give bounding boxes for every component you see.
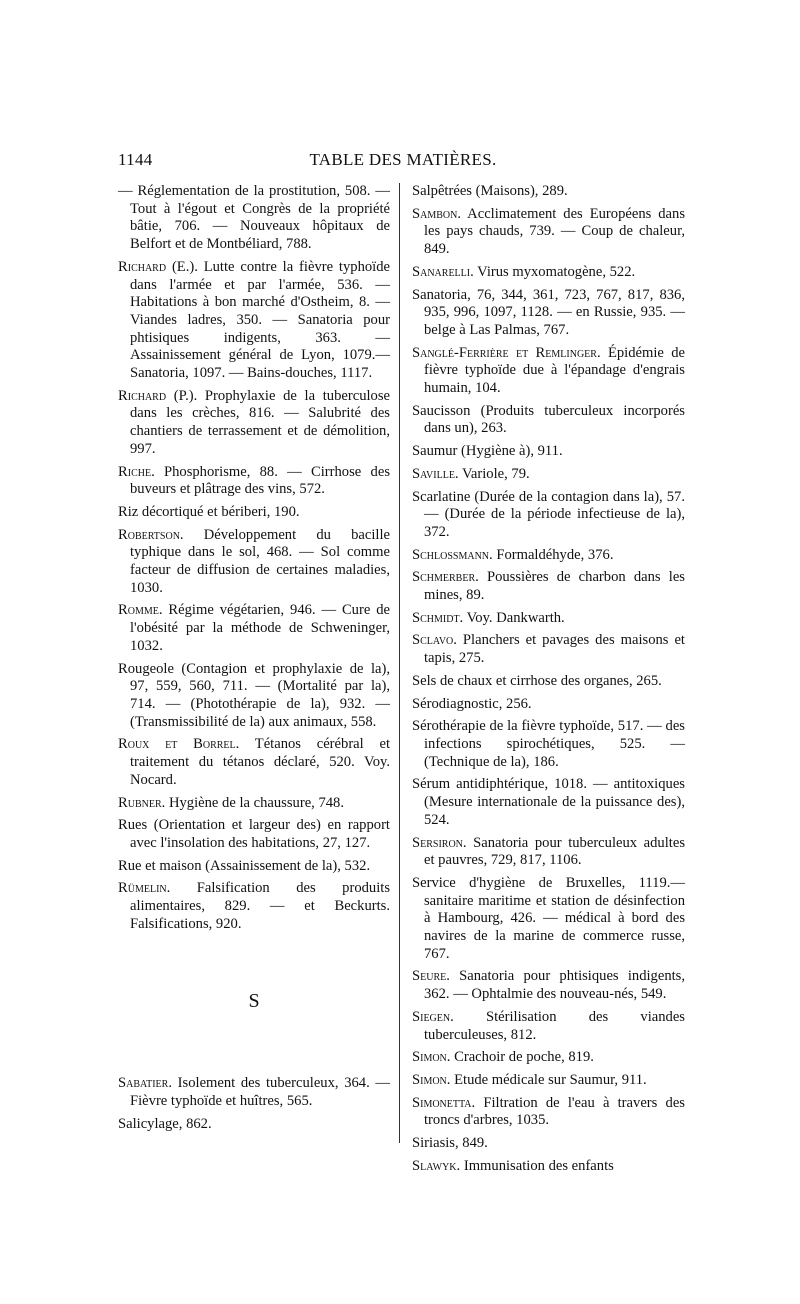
entry-text: Immunisation des enfants (463, 1157, 614, 1174)
entry-text: Phosphorisme, 88. — Cirrhose des buveurs et plâtrage des vins, 572. (130, 463, 390, 498)
entry-text: Saumur (Hygiène à), 911. (412, 443, 563, 460)
entry-text: Hygiène de la chaussure, 748. (168, 794, 345, 811)
author-name: Slawyk. (412, 1157, 461, 1174)
index-entry (412, 1158, 685, 1176)
entry-text: Variole, 79. (461, 465, 530, 482)
index-entry (118, 259, 390, 383)
index-entry (118, 527, 390, 598)
entry-text: Sérum antidiphtérique, 1018. — antitoxiques (Mesure internationale de la puissance des), 524. (412, 776, 685, 828)
entry-text: Sanatoria pour tuberculeux adultes et pauvres, 729, 817, 1106. (424, 834, 685, 869)
author-name: Rümelin. (118, 880, 171, 897)
entry-text: Crachoir de poche, 819. (454, 1049, 594, 1066)
author-name: Schmerber. (412, 569, 479, 586)
entry-text: Riz décortiqué et bériberi, 190. (118, 503, 300, 520)
entry-text: Sanatoria pour phtisiques indigents, 362. — Ophtalmie des nouveau-nés, 549. (424, 968, 685, 1003)
author-name: Schmidt. (412, 609, 464, 626)
author-name: Richard (118, 387, 167, 404)
index-entry (412, 569, 685, 604)
index-entry (412, 264, 685, 282)
entry-text: Rougeole (Contagion et prophylaxie de la), 97, 559, 560, 711. — (Mortalité par la), 714. — (Photothérapie de la), 932. — (Transmissibilité de la) aux animaux, 558. (118, 660, 390, 730)
author-name: Siegen. (412, 1008, 454, 1025)
left-column (118, 183, 390, 1138)
entry-text: Etude médicale sur Saumur, 911. (454, 1071, 647, 1088)
index-entry (412, 632, 685, 667)
author-name: Simon. (412, 1049, 451, 1066)
index-entry (412, 835, 685, 870)
author-name: Robertson. (118, 526, 184, 543)
index-entry (412, 1049, 685, 1067)
index-entry (118, 880, 390, 933)
index-entry (412, 1095, 685, 1130)
author-name: Sclavo. (412, 632, 457, 649)
entry-text: Acclimatement des Européens dans les pays chauds, 739. — Coup de chaleur, 849. (424, 205, 686, 258)
index-entry (412, 547, 685, 565)
page-header (118, 150, 688, 174)
entry-text: Falsification des produits alimentaires, 829. — et Beckurts. Falsifications, 920. (130, 880, 390, 932)
left-entries-s (118, 1075, 390, 1133)
index-entry (412, 968, 685, 1003)
entry-text: Sanatoria, 76, 344, 361, 723, 767, 817, 836, 935, 996, 1097, 1128. — en Russie, 935. — belge à Las Palmas, 767. (412, 286, 685, 338)
entry-text: Sels de chaux et cirrhose des organes, 265. (412, 672, 662, 689)
entry-text: Régime végétarien, 946. — Cure de l'obésité par la méthode de Schweninger, 1032. (130, 602, 390, 654)
author-name: Sersiron. (412, 834, 467, 851)
author-name: Saville. (412, 465, 459, 482)
author-name: Seure. (412, 968, 450, 985)
index-entry (118, 1075, 390, 1110)
entry-text: Filtration de l'eau à travers des troncs d'arbres, 1035. (424, 1094, 685, 1129)
index-entry (118, 183, 390, 254)
author-name: Simon. (412, 1071, 451, 1088)
entry-text: Tétanos cérébral et traitement du tétanos déclaré, 520. Voy. Nocard. (130, 736, 390, 788)
entry-text: Virus myxomatogène, 522. (477, 263, 636, 280)
author-name: Romme. (118, 602, 163, 619)
page-number: 1144 (118, 150, 153, 169)
entry-text: — Réglementation de la prostitution, 508. — Tout à l'égout et Congrès de la propriété bâtie, 706. — Nouveaux hôpitaux de Belfort et de Montbéliard, 788. (118, 183, 390, 253)
index-entry (118, 661, 390, 732)
index-entry (412, 875, 685, 964)
index-entry (412, 345, 685, 398)
index-entry (412, 673, 685, 691)
index-entry (412, 1072, 685, 1090)
entry-text: Rues (Orientation et largeur des) en rapport avec l'insolation des habitations, 27, 127. (118, 817, 390, 851)
index-entry (412, 1009, 685, 1044)
index-entry (118, 1116, 390, 1134)
author-name: Rubner. (118, 794, 166, 811)
index-entry (412, 1135, 685, 1153)
index-entry (118, 464, 390, 499)
index-entry (118, 602, 390, 655)
entry-text: Salpêtrées (Maisons), 289. (412, 183, 568, 199)
author-name: Schlossmann. (412, 546, 493, 563)
index-entry (412, 443, 685, 461)
entry-text: Service d'hygiène de Bruxelles, 1119.— sanitaire maritime et station de désinfection à Hambourg, 426. — médical à bord des navires de la marine de commerce russe, 767. (412, 874, 685, 962)
index-entry (412, 610, 685, 628)
entry-text: (P.). Prophylaxie de la tuberculose dans les crèches, 816. — Salubrité des chantiers de terrassement et de démolition, 997. (130, 387, 390, 457)
index-entry (118, 795, 390, 813)
section-letter: S (248, 990, 260, 1013)
author-name: Sanglé-Ferrière et Remlinger. (412, 344, 601, 361)
entry-text: Planchers et pavages des maisons et tapis, 275. (424, 632, 685, 667)
index-entry (118, 736, 390, 789)
index-entry (118, 817, 390, 852)
author-name: Sabatier. (118, 1075, 172, 1092)
right-entries (412, 183, 685, 1175)
left-entries (118, 183, 390, 933)
index-entry (412, 718, 685, 771)
entry-text: Salicylage, 862. (118, 1115, 212, 1132)
index-entry (412, 466, 685, 484)
index-entry (412, 206, 685, 259)
entry-text: Voy. Dankwarth. (466, 609, 565, 626)
author-name: Sambon. (412, 205, 461, 222)
entry-text: (E.). Lutte contre la fièvre typhoïde dans l'armée et par l'armée, 536. — Habitations à bon marché d'Ostheim, 8. — Viandes ladres, 350. — Sanatoria pour phtisiques indigents, 363. — Assainissement général de Lyon, 1079.— Sanatoria, 1097. — Bains-douches, 1117. (130, 258, 390, 382)
entry-text: Sérodiagnostic, 256. (412, 695, 532, 712)
index-entry (412, 696, 685, 714)
index-entry (118, 858, 390, 876)
index-entry (412, 183, 685, 201)
index-entry (118, 504, 390, 522)
index-entry (412, 489, 685, 542)
author-name: Sanarelli. (412, 263, 474, 280)
author-name: Simonetta. (412, 1094, 476, 1111)
entry-text: Scarlatine (Durée de la contagion dans la), 57. — (Durée de la période infectieuse de la), 372. (412, 488, 685, 540)
author-name: Richard (118, 258, 167, 275)
entry-text: Formaldéhyde, 376. (496, 546, 614, 563)
author-name: Riche. (118, 463, 155, 480)
entry-text: Stérilisation des viandes tuberculeuses, 812. (424, 1008, 685, 1043)
entry-text: Épidémie de fièvre typhoïde due à l'épandage d'engrais humain, 104. (424, 344, 685, 397)
entry-text: Développement du bacille typhique dans le sol, 468. — Sol comme facteur de diffusion de certaines maladies, 1030. (130, 526, 390, 596)
entry-text: Saucisson (Produits tuberculeux incorporés dans un), 263. (412, 402, 685, 437)
entry-text: Siriasis, 849. (412, 1135, 488, 1152)
index-entry (412, 287, 685, 340)
column-divider (399, 183, 400, 1143)
entry-text: Poussières de charbon dans les mines, 89. (424, 569, 685, 604)
index-entry (118, 388, 390, 459)
index-entry (412, 403, 685, 438)
entry-text: Isolement des tuberculeux, 364. — Fièvre typhoïde et huîtres, 565. (130, 1075, 390, 1109)
entry-text: Rue et maison (Assainissement de la), 532. (118, 857, 371, 874)
author-name: Roux et Borrel. (118, 736, 240, 753)
page-title: TABLE DES MATIÈRES. (309, 150, 497, 169)
index-entry (412, 776, 685, 829)
right-column (412, 183, 685, 1180)
entry-text: Sérothérapie de la fièvre typhoïde, 517. — des infections spirochétiques, 525. — (Technique de la), 186. (412, 718, 685, 770)
